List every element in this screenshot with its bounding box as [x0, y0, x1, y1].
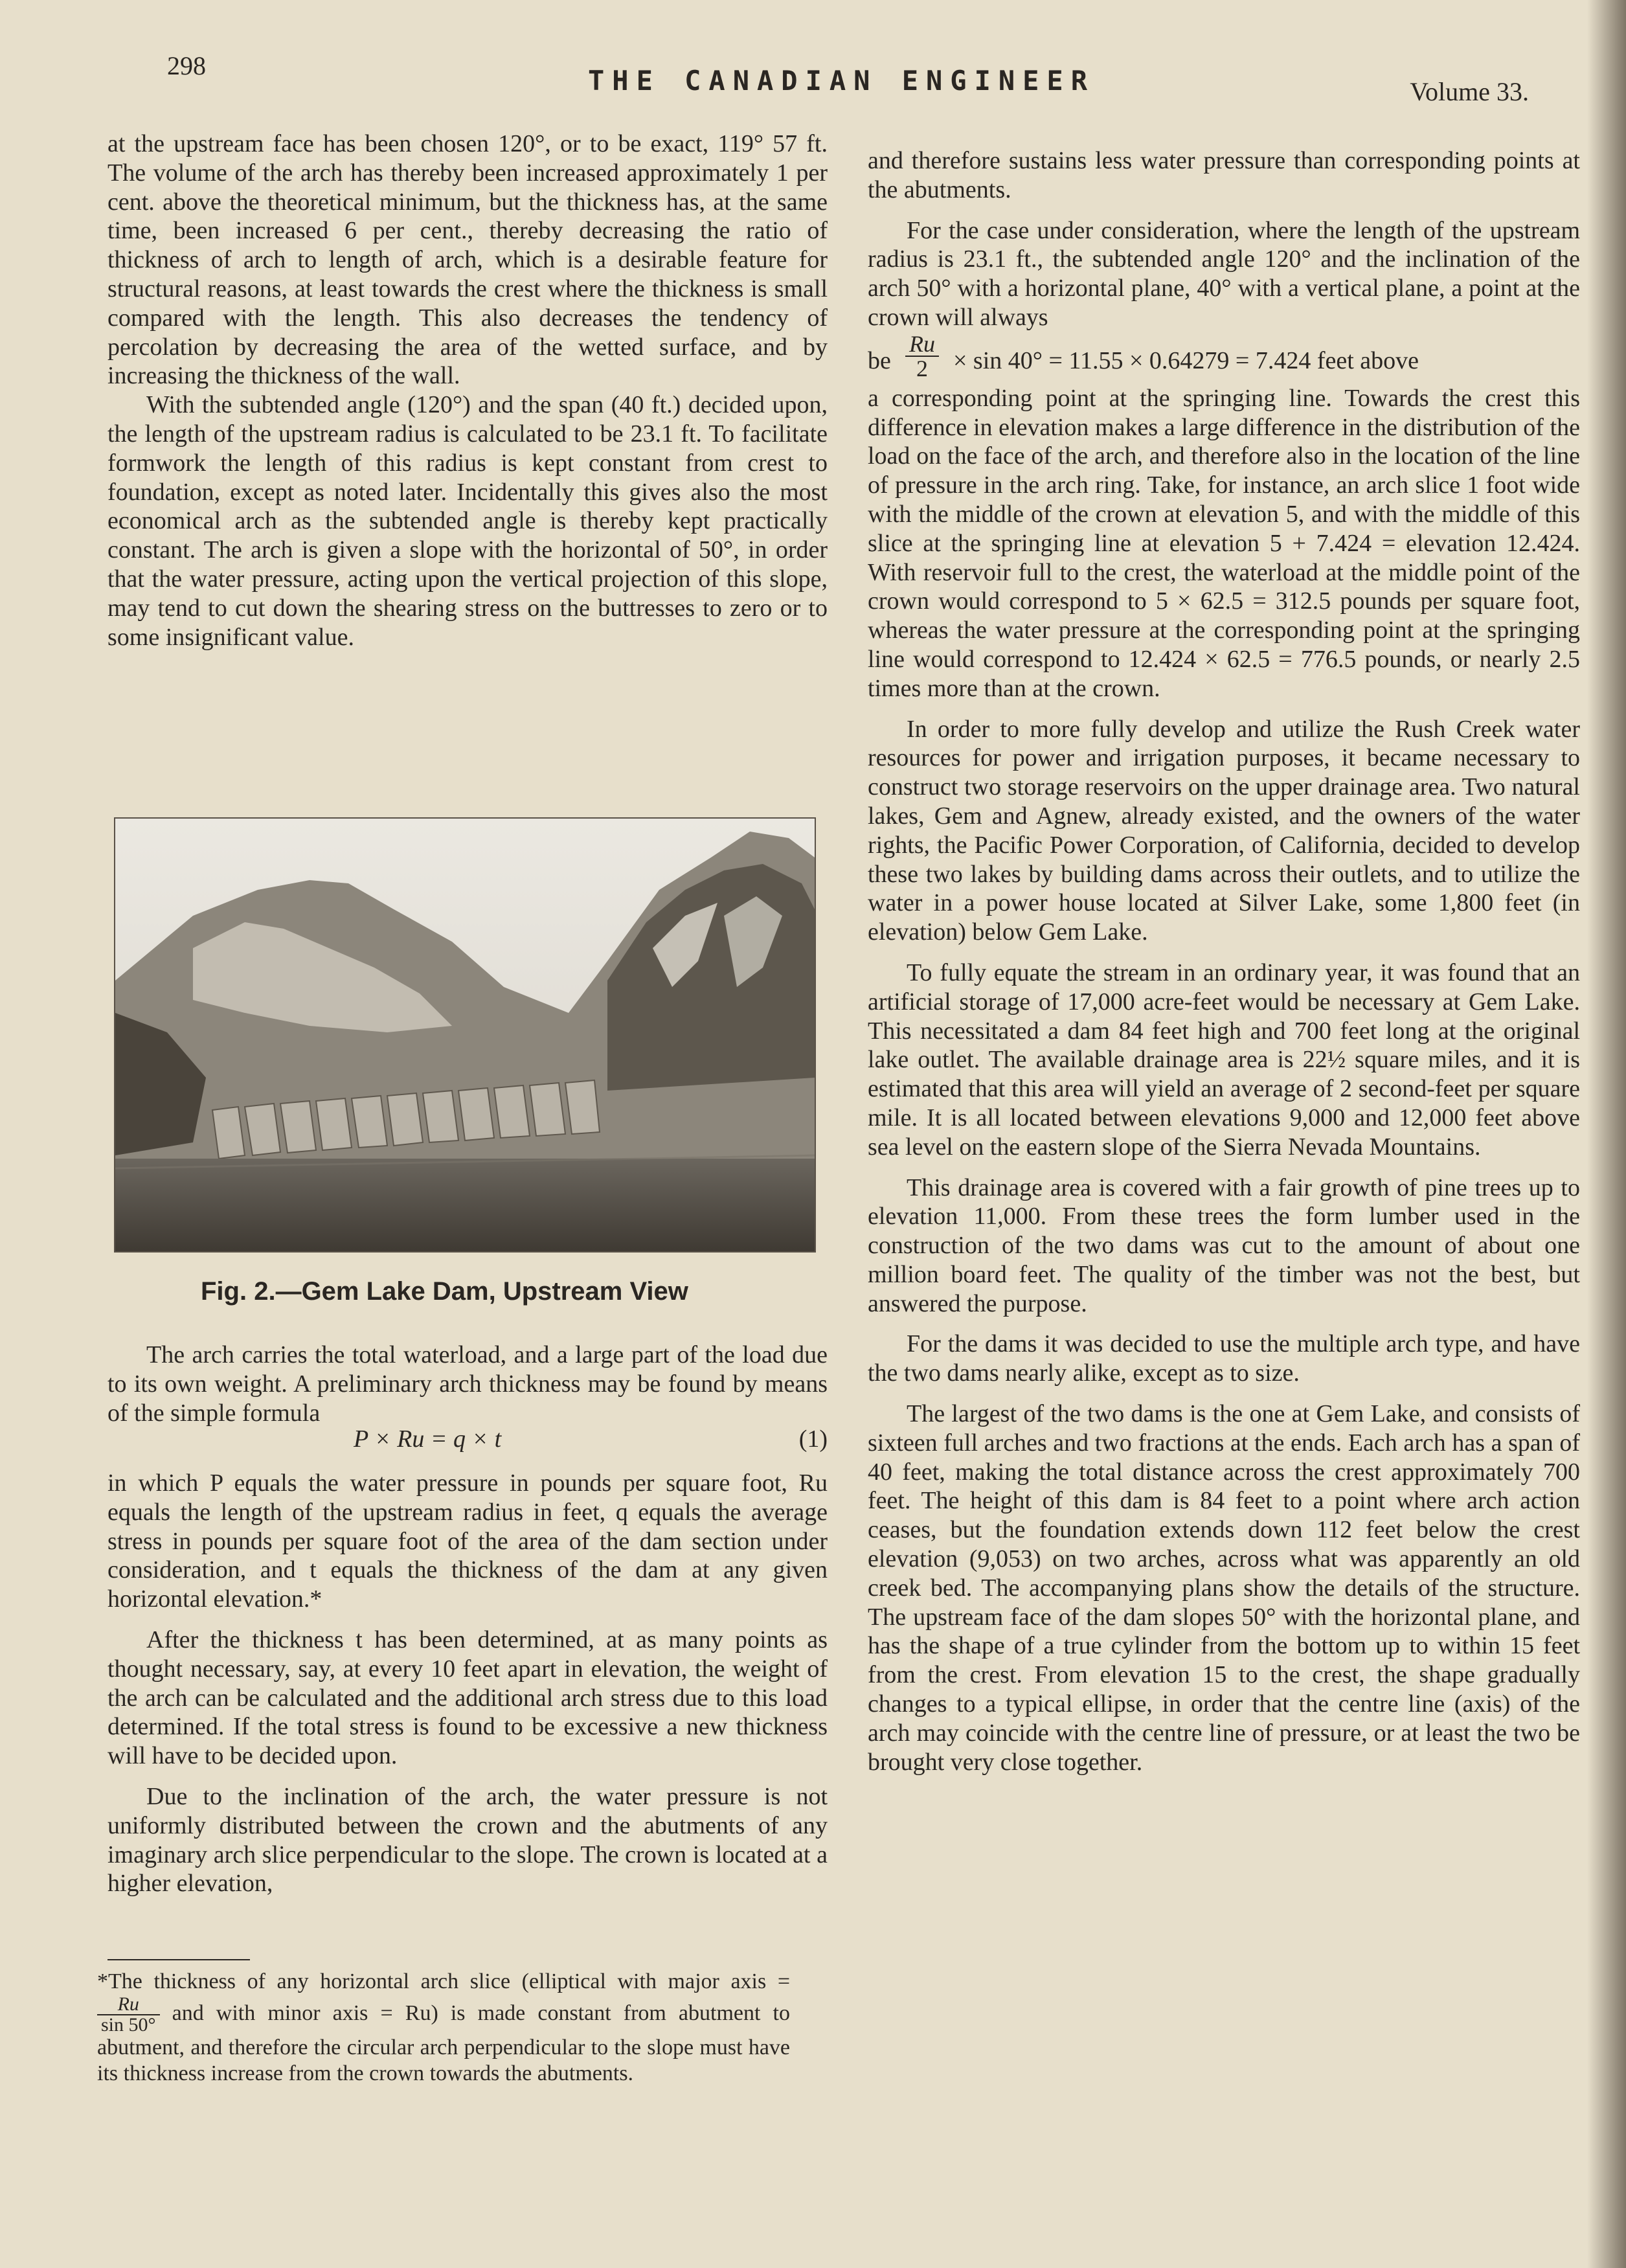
paragraph: To fully equate the stream in an ordinary year, it was found that an artificial storage of 17,000 acre-feet would be necessary at Gem Lake. This necessitated a dam 84 feet high and 700 feet long at the original lake outlet. The available drainage area is 22½ square miles, and it is estimated that this area will yield an average of 2 second-feet per square mile. It is all located between elevations 9,000 and 12,000 feet above sea level on the eastern slope of the Sierra Nevada Mountains. [868, 958, 1580, 1161]
footnote-text: and with minor axis = Ru) is made constant from abutment to abutment, and therefore the circular arch perpendicular to the slope must have its thickness increase from the crown towards the abutments. [97, 2001, 790, 2085]
page-header [167, 51, 1548, 109]
paragraph: The arch carries the total waterload, and a large part of the load due to its own weight. A preliminary arch thickness may be found by means of the simple formula [107, 1341, 828, 1427]
paragraph: This drainage area is covered with a fair growth of pine trees up to elevation 11,000. From these trees the form lumber used in the construction of the two dams was cut to the amount of about one million board feet. The quality of the timber was not the best, but answered the purpose. [868, 1174, 1580, 1317]
paragraph: With the subtended angle (120°) and the span (40 ft.) decided upon, the length of the upstream radius is calculated to be 23.1 ft. To facilitate formwork the length of this radius is kept constant from crest to foundation, except as noted later. Incidentally this gives also the most economical arch as the subtended angle is thereby kept practically constant. The arch is given a slope with the horizontal of 50°, in order that the water pressure, acting upon the vertical projection of this slope, may tend to cut down the shearing stress on the buttresses to zero or to some insignificant value. [107, 391, 828, 651]
footnote-rule [107, 1959, 250, 1960]
paragraph: For the dams it was decided to use the multiple arch type, and have the two dams nearly alike, except as to size. [868, 1330, 1580, 1387]
paragraph: a corresponding point at the springing line. Towards the crest this difference in elevation makes a large difference in the distribution of the load on the face of the arch, and therefore also in the location of the line of pressure in the arch ring. Take, for instance, an arch slice 1 foot wide with the middle of the crown at elevation 5, and with the middle of this slice at the springing line at elevation 5 + 7.424 = elevation 12.424. With reservoir full to the crest, the waterload at the middle point of the crown would correspond to 5 × 62.5 = 312.5 pounds per square foot, whereas the water pressure at the corresponding point at the springing line would correspond to 12.424 × 62.5 = 776.5 pounds, or nearly 2.5 times more than at the crown. [868, 384, 1580, 702]
page-number: 298 [167, 51, 206, 80]
equation-prefix: be [868, 346, 891, 374]
journal-title: THE CANADIAN ENGINEER [588, 65, 1096, 96]
footnote [97, 1969, 790, 2087]
left-column-mid [107, 1341, 828, 1427]
footnote-text: *The thickness of any horizontal arch slice (elliptical with major axis = [97, 1969, 790, 1993]
volume-label: Volume 33. [1410, 77, 1529, 106]
paragraph: After the thickness t has been determined, at as many points as thought necessary, say, at every 10 feet apart in elevation, the weight of the arch can be calculated and the additional arch stress due to this load determined. If the total stress is found to be excessive a new thickness will have to be decided upon. [107, 1626, 828, 1770]
paragraph: at the upstream face has been chosen 120°, or to be exact, 119° 57 ft. The volume of the arch has thereby been increased approximately 1 per cent. above the theoretical minimum, but the thickness has, at the same time, been increased 6 per cent., thereby decreasing the ratio of thickness of arch to length of arch, which is a desirable feature for structural reasons, at least towards the crest where the thickness is small compared with the length. This also decreases the tendency of percolation by decreasing the area of the wetted surface, and by increasing the thickness of the wall. [107, 130, 828, 390]
equation-fraction [905, 332, 939, 380]
footnote-fraction [97, 1995, 160, 2035]
fraction-numerator: Ru [905, 332, 939, 357]
paragraph: and therefore sustains less water pressure than corresponding points at the abutments. [868, 147, 1580, 203]
left-column-top [107, 130, 828, 652]
fraction-denominator: 2 [916, 355, 928, 381]
photo-illustration [115, 819, 815, 1251]
left-column-bottom [107, 1469, 828, 1898]
right-column [868, 146, 1580, 1776]
paragraph: For the case under consideration, where the length of the upstream radius is 23.1 ft., the subtended angle 120° and the inclination of the arch 50° with a horizontal plane, 40° with a vertical plane, a point at the crown will always [868, 216, 1580, 331]
fraction-denominator: sin 50° [101, 2014, 156, 2036]
fraction-numerator: Ru [97, 1995, 160, 2015]
gem-lake-dam-photo [114, 817, 816, 1253]
paragraph: In order to more fully develop and utilize the Rush Creek water resources for power and irrigation purposes, it became necessary to construct two storage reservoirs on the upper drainage area. Two natural lakes, Gem and Agnew, already existed, and the owners of the water rights, the Pacific Power Corporation, of California, decided to develop these two lakes by building dams across their outlets, and to utilize the water in a power house located at Silver Lake, some 1,800 feet (in elevation) below Gem Lake. [868, 715, 1580, 946]
formula: P × Ru = q × t [354, 1425, 502, 1453]
figure-caption: Fig. 2.—Gem Lake Dam, Upstream View [201, 1277, 688, 1306]
paragraph: in which P equals the water pressure in pounds per square foot, Ru equals the length of the upstream radius in feet, q equals the average stress in pounds per square foot of the area of the dam section under consideration, and t equals the thickness of the dam at any given horizontal elevation.* [107, 1469, 828, 1613]
page-edge-shadow [1587, 0, 1626, 2268]
equation-rest: × sin 40° = 11.55 × 0.64279 = 7.424 feet above [953, 346, 1419, 374]
formula-line [107, 1425, 828, 1457]
paragraph: Due to the inclination of the arch, the water pressure is not uniformly distributed between the crown and the abutments of any imaginary arch slice perpendicular to the slope. The crown is located at a higher elevation, [107, 1782, 828, 1898]
paragraph: The largest of the two dams is the one at Gem Lake, and consists of sixteen full arches and two fractions at the ends. Each arch has a span of 40 feet, making the total distance across the crest approximately 700 feet. The height of this dam is 84 feet to a point where arch action ceases, but the foundation extends down 112 feet below the crest elevation (9,053) on two arches, across what was apparently an old creek bed. The accompanying plans show the details of the structure. The upstream face of the dam slopes 50° with the horizontal plane, and has the shape of a true cylinder from the bottom up to within 15 feet from the crest. From elevation 15 to the crest, the shape gradually changes to a typical ellipse, in order that the centre line (axis) of the arch may coincide with the centre line of pressure, or at least the two be brought very close together. [868, 1400, 1580, 1776]
formula-number: (1) [798, 1425, 828, 1453]
equation-line [868, 332, 1580, 384]
